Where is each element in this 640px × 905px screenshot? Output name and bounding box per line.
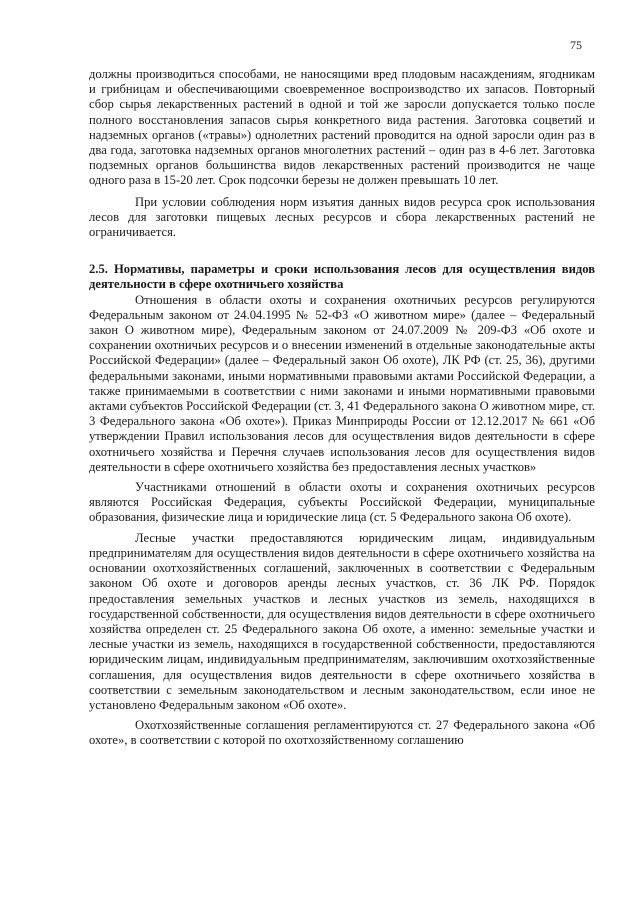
paragraph-agreements: Охотхозяйственные соглашения регламентируются ст. 27 Федерального закона «Об охоте», в соответствии с которой по охотхозяйственному соглашению [89,718,595,748]
paragraph-conditions: При условии соблюдения норм изъятия данных видов ресурса срок использования лесов для заготовки пищевых лесных ресурсов и сбора лекарственных растений не ограничивается. [89,194,595,240]
section-heading: 2.5. Нормативы, параметры и сроки использования лесов для осуществления видов деятельности в сфере охотничьего хозяйства [89,262,595,292]
paragraph-continuation: должны производиться способами, не наносящими вред плодовым насаждениям, ягодникам и грибницам и обеспечивающими своевременное воспроизводство их запасов. Повторный сбор сырья лекарственных растений в одной и той же заросли допускается только после полного восстановления запасов сырья конкретного вида растения. Заготовка соцветий и надземных органов («травы») однолетних растений проводится на одной заросли один раз в два года, заготовка надземных органов многолетних растений – один раз в 4-6 лет. Заготовка подземных органов большинства видов лекарственных растений производится не чаще одного раза в 15-20 лет. Срок подсочки березы не должен превышать 10 лет. [89,67,595,188]
page-number: 75 [570,38,582,52]
paragraph-participants: Участниками отношений в области охоты и сохранения охотничьих ресурсов являются Российская Федерация, субъекты Российской Федерации, муниципальные образования, физические лица и юридические лица (ст. 5 Федерального закона Об охоте). [89,480,595,525]
paragraph-relations: Отношения в области охоты и сохранения охотничьих ресурсов регулируются Федеральным законом от 24.04.1995 № 52-ФЗ «О животном мире» (далее – Федеральный закон О животном мире), Федеральным законом от 24.07.2009 № 209-ФЗ «Об охоте и сохранении охотничьих ресурсов и о внесении изменений в отдельные законодательные акты Российской Федерации» (далее – Федеральный закон Об охоте), ЛК РФ (ст. 25, 36), другими федеральными законами, иными нормативными правовыми актами Российской Федерации, а также принимаемыми в соответствии с ними законами и иными нормативными правовыми актами субъектов Российской Федерации (ст. 3, 41 Федерального закона О животном мире, ст. 3 Федерального закона «Об охоте»). Приказ Минприроды России от 12.12.2017 № 661 «Об утверждении Правил использования лесов для осуществления видов деятельности в сфере охотничьего хозяйства и Перечня случаев использования лесов для осуществления видов деятельности в сфере охотничьего хозяйства без предоставления лесных участков» [89,292,595,474]
document-body [89,67,595,749]
paragraph-plots: Лесные участки предоставляются юридическим лицам, индивидуальным предпринимателям для осуществления видов деятельности в сфере охотничьего хозяйства на основании охотхозяйственных соглашений, заключенных в соответствии с Федеральным законом Об охоте и договоров аренды лесных участков, ст. 36 ЛК РФ. Порядок предоставления земельных участков и лесных участков из земель, находящихся в государственной собственности, для осуществления видов деятельности в сфере охотничьего хозяйства определен ст. 25 Федерального закона Об охоте, а именно: земельные участки и лесные участки из земель, находящихся в государственной собственности, предоставляются юридическим лицам, индивидуальным предпринимателям, заключившим охотхозяйственные соглашения, для осуществления видов деятельности в сфере охотничьего хозяйства в соответствии с земельным законодательством и лесным законодательством, если иное не установлено Федеральным законом «Об охоте». [89,530,595,712]
